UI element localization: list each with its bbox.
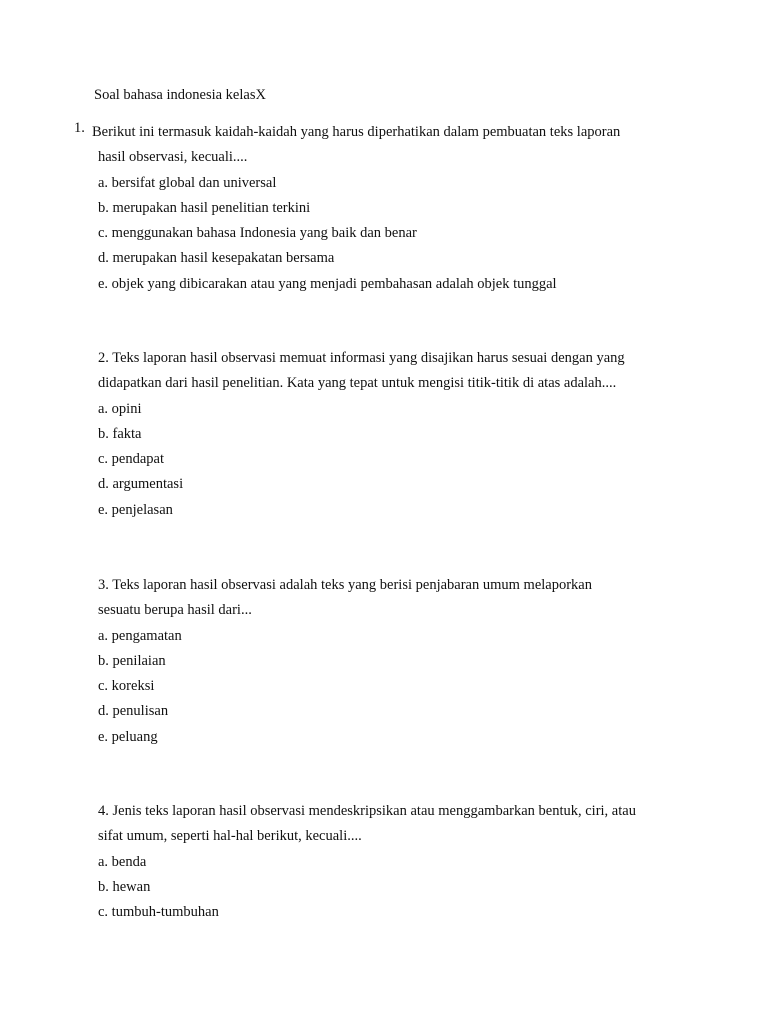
question-text-line: Berikut ini termasuk kaidah-kaidah yang harus diperhatikan dalam pembuatan teks laporan xyxy=(92,124,621,140)
document-title: Soal bahasa indonesia kelasX xyxy=(94,87,266,103)
answer-option-d: d. penulisan xyxy=(98,703,169,720)
question-text-line: 2. Teks laporan hasil observasi memuat informasi yang disajikan harus sesuai dengan yang xyxy=(98,350,625,366)
answer-option-d: d. merupakan hasil kesepakatan bersama xyxy=(98,250,335,267)
answer-option-e: e. penjelasan xyxy=(98,501,173,518)
question-text-line: 3. Teks laporan hasil observasi adalah teks yang berisi penjabaran umum melaporkan xyxy=(98,577,592,593)
answer-option-b: b. merupakan hasil penelitian terkini xyxy=(98,199,311,216)
question-2 xyxy=(98,346,698,523)
question-text-line: sesuatu berupa hasil dari... xyxy=(98,602,252,619)
answer-option-b: b. hewan xyxy=(98,878,151,895)
question-text-line: sifat umum, seperti hal-hal berikut, kecuali.... xyxy=(98,828,362,845)
question-3 xyxy=(98,573,698,750)
answer-option-d: d. argumentasi xyxy=(98,476,184,493)
question-text-line: didapatkan dari hasil penelitian. Kata yang tepat untuk mengisi titik-titik di atas adalah.... xyxy=(98,375,617,392)
answer-option-c: c. koreksi xyxy=(98,678,155,695)
answer-option-e: e. objek yang dibicarakan atau yang menjadi pembahasan adalah objek tunggal xyxy=(98,275,557,292)
question-text-line: 4. Jenis teks laporan hasil observasi mendeskripsikan atau menggambarkan bentuk, ciri, atau xyxy=(98,803,636,819)
answer-option-a: a. pengamatan xyxy=(98,627,182,644)
answer-option-c: c. tumbuh-tumbuhan xyxy=(98,904,219,921)
answer-option-e: e. peluang xyxy=(98,728,158,745)
answer-option-a: a. benda xyxy=(98,853,147,870)
answer-option-c: c. menggunakan bahasa Indonesia yang baik dan benar xyxy=(98,225,417,242)
answer-option-b: b. penilaian xyxy=(98,652,166,669)
question-number: 1. xyxy=(74,120,85,136)
question-1 xyxy=(74,120,698,297)
answer-option-a: a. bersifat global dan universal xyxy=(98,174,277,191)
question-4 xyxy=(98,799,698,925)
answer-option-b: b. fakta xyxy=(98,425,142,442)
answer-option-c: c. pendapat xyxy=(98,451,165,468)
question-text-line: hasil observasi, kecuali.... xyxy=(98,149,248,166)
answer-option-a: a. opini xyxy=(98,400,142,417)
